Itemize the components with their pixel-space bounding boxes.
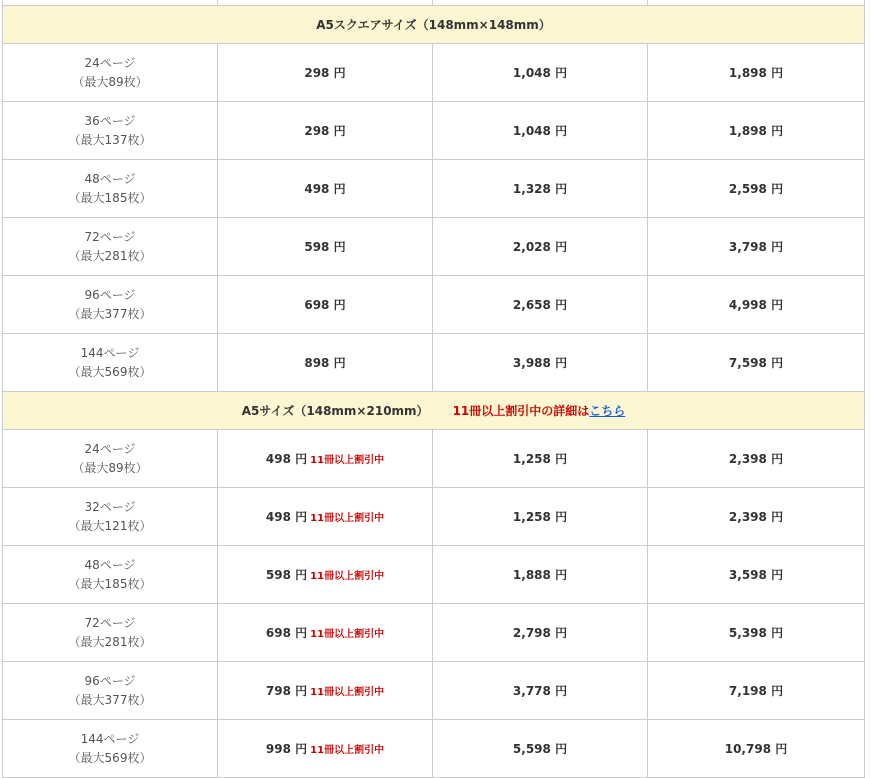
- yen-unit: 円: [771, 626, 784, 640]
- max-photos: （最大377枚）: [68, 306, 152, 321]
- page-count-cell: [3, 720, 218, 778]
- price-cell-1: [218, 604, 433, 662]
- price-value: 3,798: [728, 240, 767, 254]
- page-count: 144ページ: [80, 345, 140, 360]
- yen-unit: 円: [771, 124, 784, 138]
- table-row: [3, 102, 865, 160]
- yen-unit: 円: [771, 298, 784, 312]
- price-value: 498: [265, 510, 291, 524]
- max-photos: （最大569枚）: [68, 364, 152, 379]
- price-cell-3: [648, 334, 865, 392]
- yen-unit: 円: [555, 742, 568, 756]
- yen-unit: 円: [555, 356, 568, 370]
- yen-unit: 円: [771, 240, 784, 254]
- yen-unit: 円: [333, 298, 346, 312]
- page-count-cell: [3, 160, 218, 218]
- price-cell-3: [648, 430, 865, 488]
- page-count: 24ページ: [84, 441, 136, 456]
- yen-unit: 円: [333, 182, 346, 196]
- discount-badge: 11冊以上割引中: [310, 455, 385, 466]
- yen-unit: 円: [295, 626, 308, 640]
- price-value: 698: [304, 298, 330, 312]
- price-cell-2: [433, 102, 648, 160]
- price-value: 598: [304, 240, 330, 254]
- price-value: 1,258: [512, 510, 551, 524]
- price-cell-3: [648, 276, 865, 334]
- yen-unit: 円: [295, 742, 308, 756]
- page-count: 72ページ: [84, 229, 136, 244]
- yen-unit: 円: [333, 240, 346, 254]
- price-value: 998: [265, 742, 291, 756]
- price-cell-3: [648, 720, 865, 778]
- price-value: 7,198: [728, 684, 767, 698]
- price-cell-1: [218, 488, 433, 546]
- price-cell-2: [433, 720, 648, 778]
- page-count: 36ページ: [84, 113, 136, 128]
- price-value: 1,048: [512, 66, 551, 80]
- price-value: 3,988: [512, 356, 551, 370]
- price-cell-2: [433, 44, 648, 102]
- price-value: 298: [304, 124, 330, 138]
- discount-badge: 11冊以上割引中: [310, 629, 385, 640]
- page-count-cell: [3, 334, 218, 392]
- price-cell-1: [218, 276, 433, 334]
- section-title: A5サイズ（148mm×210mm）: [241, 404, 429, 418]
- table-row: [3, 44, 865, 102]
- max-photos: （最大185枚）: [68, 576, 152, 591]
- yen-unit: 円: [555, 66, 568, 80]
- yen-unit: 円: [555, 240, 568, 254]
- page-count-cell: [3, 102, 218, 160]
- page-count: 72ページ: [84, 615, 136, 630]
- page-count-cell: [3, 218, 218, 276]
- price-cell-2: [433, 160, 648, 218]
- price-cell-2: [433, 334, 648, 392]
- page-count-cell: [3, 546, 218, 604]
- max-photos: （最大569枚）: [68, 750, 152, 765]
- page-count: 32ページ: [84, 499, 136, 514]
- page-count-cell: [3, 604, 218, 662]
- yen-unit: 円: [555, 626, 568, 640]
- page-count: 24ページ: [84, 55, 136, 70]
- price-value: 498: [265, 452, 291, 466]
- price-value: 698: [265, 626, 291, 640]
- max-photos: （最大185枚）: [68, 190, 152, 205]
- yen-unit: 円: [295, 568, 308, 582]
- price-cell-2: [433, 662, 648, 720]
- price-cell-1: [218, 44, 433, 102]
- yen-unit: 円: [555, 510, 568, 524]
- table-row: [3, 276, 865, 334]
- discount-note-text: 11冊以上割引中の詳細は: [452, 404, 590, 418]
- price-cell-2: [433, 276, 648, 334]
- price-cell-1: [218, 662, 433, 720]
- yen-unit: 円: [555, 452, 568, 466]
- price-value: 2,798: [512, 626, 551, 640]
- yen-unit: 円: [295, 684, 308, 698]
- discount-badge: 11冊以上割引中: [310, 571, 385, 582]
- table-row: [3, 720, 865, 778]
- discount-badge: 11冊以上割引中: [310, 513, 385, 524]
- details-link[interactable]: こちら: [589, 404, 626, 418]
- section-header-row: [3, 6, 865, 44]
- table-row: [3, 488, 865, 546]
- yen-unit: 円: [555, 182, 568, 196]
- price-value: 1,898: [728, 124, 767, 138]
- table-row: [3, 430, 865, 488]
- yen-unit: 円: [333, 66, 346, 80]
- yen-unit: 円: [775, 742, 788, 756]
- page-count: 96ページ: [84, 287, 136, 302]
- table-row: [3, 160, 865, 218]
- price-cell-3: [648, 604, 865, 662]
- price-value: 1,258: [512, 452, 551, 466]
- price-value: 2,398: [728, 510, 767, 524]
- table-row: [3, 662, 865, 720]
- price-cell-2: [433, 604, 648, 662]
- page-count-cell: [3, 44, 218, 102]
- price-value: 1,328: [512, 182, 551, 196]
- price-cell-2: [433, 488, 648, 546]
- section-header-row: [3, 392, 865, 430]
- price-cell-2: [433, 218, 648, 276]
- price-value: 1,048: [512, 124, 551, 138]
- price-value: 598: [265, 568, 291, 582]
- yen-unit: 円: [555, 684, 568, 698]
- yen-unit: 円: [771, 684, 784, 698]
- price-cell-1: [218, 546, 433, 604]
- price-value: 2,658: [512, 298, 551, 312]
- price-table-body: [3, 0, 865, 778]
- price-value: 798: [265, 684, 291, 698]
- section-header: [3, 392, 865, 430]
- max-photos: （最大281枚）: [68, 248, 152, 263]
- page-count: 48ページ: [84, 171, 136, 186]
- price-value: 7,598: [728, 356, 767, 370]
- price-value: 2,598: [728, 182, 767, 196]
- max-photos: （最大89枚）: [72, 74, 148, 89]
- page-count-cell: [3, 430, 218, 488]
- table-row: [3, 334, 865, 392]
- price-value: 4,998: [728, 298, 767, 312]
- max-photos: （最大89枚）: [72, 460, 148, 475]
- page-count: 144ページ: [80, 731, 140, 746]
- price-value: 3,778: [512, 684, 551, 698]
- price-cell-1: [218, 160, 433, 218]
- price-cell-2: [433, 546, 648, 604]
- price-cell-2: [433, 430, 648, 488]
- table-row: [3, 604, 865, 662]
- page-count: 48ページ: [84, 557, 136, 572]
- price-value: 5,398: [728, 626, 767, 640]
- section-header: [3, 6, 865, 44]
- price-value: 1,888: [512, 568, 551, 582]
- yen-unit: 円: [771, 356, 784, 370]
- yen-unit: 円: [555, 124, 568, 138]
- price-cell-1: [218, 720, 433, 778]
- max-photos: （最大121枚）: [68, 518, 152, 533]
- price-cell-3: [648, 102, 865, 160]
- yen-unit: 円: [295, 510, 308, 524]
- table-row: [3, 218, 865, 276]
- price-value: 10,798: [724, 742, 772, 756]
- price-value: 298: [304, 66, 330, 80]
- price-value: 2,028: [512, 240, 551, 254]
- table-row: [3, 546, 865, 604]
- discount-badge: 11冊以上割引中: [310, 745, 385, 756]
- yen-unit: 円: [771, 510, 784, 524]
- price-value: 1,898: [728, 66, 767, 80]
- yen-unit: 円: [771, 182, 784, 196]
- page-count-cell: [3, 276, 218, 334]
- page-count: 96ページ: [84, 673, 136, 688]
- price-cell-3: [648, 662, 865, 720]
- price-cell-1: [218, 218, 433, 276]
- yen-unit: 円: [333, 356, 346, 370]
- yen-unit: 円: [555, 298, 568, 312]
- yen-unit: 円: [333, 124, 346, 138]
- price-value: 3,598: [728, 568, 767, 582]
- section-title: A5スクエアサイズ（148mm×148mm）: [316, 18, 551, 32]
- price-cell-3: [648, 160, 865, 218]
- price-value: 898: [304, 356, 330, 370]
- price-value: 5,598: [512, 742, 551, 756]
- yen-unit: 円: [771, 452, 784, 466]
- yen-unit: 円: [771, 66, 784, 80]
- page-count-cell: [3, 488, 218, 546]
- price-cell-1: [218, 430, 433, 488]
- yen-unit: 円: [555, 568, 568, 582]
- price-cell-3: [648, 44, 865, 102]
- max-photos: （最大281枚）: [68, 634, 152, 649]
- price-cell-1: [218, 334, 433, 392]
- price-cell-3: [648, 218, 865, 276]
- max-photos: （最大377枚）: [68, 692, 152, 707]
- price-value: 498: [304, 182, 330, 196]
- discount-note: [453, 404, 626, 418]
- price-table: [2, 0, 865, 778]
- price-cell-3: [648, 546, 865, 604]
- max-photos: （最大137枚）: [68, 132, 152, 147]
- yen-unit: 円: [295, 452, 308, 466]
- discount-badge: 11冊以上割引中: [310, 687, 385, 698]
- page-count-cell: [3, 662, 218, 720]
- price-cell-1: [218, 102, 433, 160]
- yen-unit: 円: [771, 568, 784, 582]
- price-cell-3: [648, 488, 865, 546]
- price-value: 2,398: [728, 452, 767, 466]
